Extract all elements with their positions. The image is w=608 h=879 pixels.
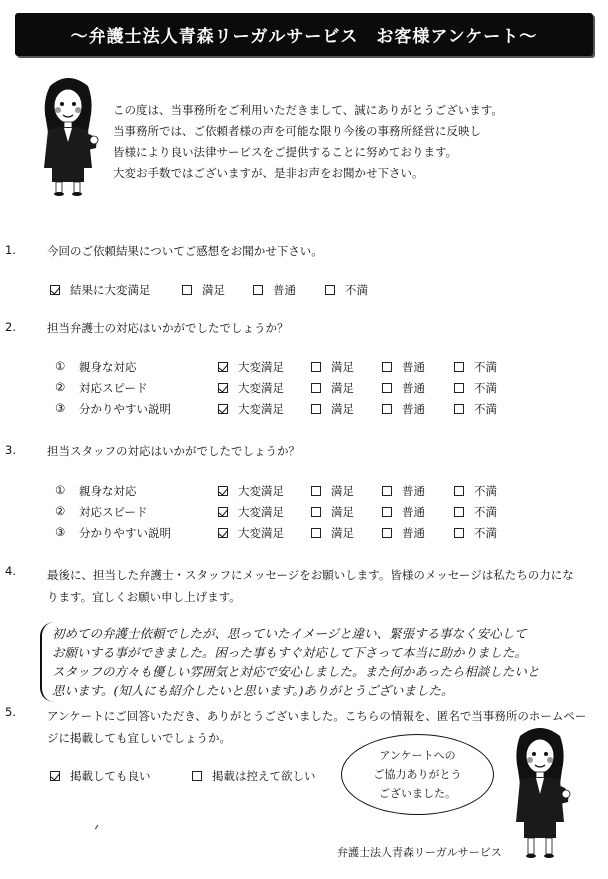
checkbox-checked[interactable] bbox=[50, 285, 60, 295]
checkbox[interactable] bbox=[382, 404, 392, 414]
option-label: 大変満足 bbox=[238, 484, 284, 498]
message-line: 初めての弁護士依頼でしたが、思っていたイメージと違い、緊張する事なく安心して bbox=[52, 626, 527, 641]
footer-firm-name: 弁護士法人青森リーガルサービス bbox=[337, 846, 502, 859]
thanks-speech-bubble bbox=[341, 734, 494, 815]
row-number: ① bbox=[55, 359, 66, 373]
q3-rating-option[interactable] bbox=[311, 483, 354, 499]
checkbox-checked[interactable] bbox=[218, 383, 228, 393]
q2-rating-option[interactable] bbox=[218, 359, 284, 375]
q3-rating-option[interactable] bbox=[382, 483, 425, 499]
question-text bbox=[47, 564, 602, 608]
intro-line: 大変お手数ではございますが、是非お声をお聞かせ下さい。 bbox=[113, 166, 424, 180]
checkbox-checked[interactable] bbox=[218, 528, 228, 538]
message-line: スタッフの方々も優しい雰囲気と対応で安心しました。また何かあったら相談したいと bbox=[52, 664, 540, 679]
checkbox[interactable] bbox=[311, 404, 321, 414]
option-label: 不満 bbox=[474, 402, 497, 416]
intro-line: 皆様により良い法律サービスをご提供することに努めております。 bbox=[113, 145, 458, 159]
checkbox[interactable] bbox=[311, 383, 321, 393]
checkbox[interactable] bbox=[192, 771, 202, 781]
q1-option-average[interactable] bbox=[253, 282, 296, 298]
q3-row bbox=[0, 525, 608, 545]
option-label: 満足 bbox=[331, 381, 354, 395]
q2-rating-option[interactable] bbox=[311, 380, 354, 396]
handwritten-message bbox=[40, 622, 585, 702]
option-label: 満足 bbox=[331, 526, 354, 540]
checkbox[interactable] bbox=[382, 507, 392, 517]
row-number: ③ bbox=[55, 401, 66, 415]
row-number: ② bbox=[55, 504, 66, 518]
option-label: 不満 bbox=[474, 381, 497, 395]
question-text-line: ジに掲載しても宜しいでしょうか。 bbox=[47, 731, 231, 745]
option-label: 不満 bbox=[474, 505, 497, 519]
q2-rating-option[interactable] bbox=[454, 401, 497, 417]
stray-mark bbox=[95, 825, 100, 831]
q2-rating-option[interactable] bbox=[454, 359, 497, 375]
checkbox[interactable] bbox=[253, 285, 263, 295]
question-1 bbox=[0, 243, 608, 263]
q1-option-very-satisfied[interactable] bbox=[50, 282, 151, 298]
option-label: 不満 bbox=[474, 484, 497, 498]
checkbox[interactable] bbox=[311, 486, 321, 496]
checkbox-checked[interactable] bbox=[50, 771, 60, 781]
q2-rating-option[interactable] bbox=[454, 380, 497, 396]
option-label: 掲載しても良い bbox=[70, 769, 151, 783]
q1-option-dissatisfied[interactable] bbox=[325, 282, 368, 298]
question-text-line: ります。宜しくお願い申し上げます。 bbox=[47, 590, 241, 604]
row-label: 対応スピード bbox=[79, 505, 148, 519]
checkbox[interactable] bbox=[454, 362, 464, 372]
q3-row bbox=[0, 504, 608, 524]
q2-row bbox=[0, 401, 608, 421]
question-text-line: 最後に、担当した弁護士・スタッフにメッセージをお願いします。皆様のメッセージは私たちの力にな bbox=[47, 568, 574, 582]
checkbox-checked[interactable] bbox=[218, 362, 228, 372]
q3-rating-option[interactable] bbox=[454, 525, 497, 541]
q3-rating-option[interactable] bbox=[311, 504, 354, 520]
option-label: 大変満足 bbox=[238, 505, 284, 519]
option-label: 大変満足 bbox=[238, 526, 284, 540]
q2-rating-option[interactable] bbox=[218, 380, 284, 396]
intro-line: 当事務所では、ご依頼者様の声を可能な限り今後の事務所経営に反映し bbox=[113, 124, 481, 138]
q2-rating-option[interactable] bbox=[382, 401, 425, 417]
option-label: 大変満足 bbox=[238, 360, 284, 374]
q2-row bbox=[0, 380, 608, 400]
bubble-line: ございました。 bbox=[379, 787, 456, 800]
row-number: ② bbox=[55, 380, 66, 394]
row-label: 親身な対応 bbox=[79, 360, 137, 374]
q3-rating-option[interactable] bbox=[218, 525, 284, 541]
bubble-line: ご協力ありがとう bbox=[373, 768, 462, 781]
checkbox[interactable] bbox=[382, 362, 392, 372]
row-label: 分かりやすい説明 bbox=[79, 402, 171, 416]
option-label: 普通 bbox=[402, 402, 425, 416]
option-label: 結果に大変満足 bbox=[70, 283, 151, 297]
option-label: 普通 bbox=[402, 526, 425, 540]
row-label: 対応スピード bbox=[79, 381, 148, 395]
question-text: 担当弁護士の対応はいかがでしたでしょうか？ bbox=[47, 321, 289, 335]
question-3 bbox=[0, 443, 608, 463]
intro-line: この度は、当事務所をご利用いただきまして、誠にありがとうございます。 bbox=[113, 103, 503, 117]
question-2 bbox=[0, 320, 608, 340]
question-text: 担当スタッフの対応はいかがでしたでしょうか？ bbox=[47, 444, 300, 458]
option-label: 掲載は控えて欲しい bbox=[212, 769, 316, 783]
checkbox-checked[interactable] bbox=[218, 486, 228, 496]
bubble-line: アンケートへの bbox=[379, 749, 456, 762]
checkbox[interactable] bbox=[382, 383, 392, 393]
checkbox[interactable] bbox=[311, 362, 321, 372]
q2-rating-option[interactable] bbox=[218, 401, 284, 417]
q3-rating-option[interactable] bbox=[218, 483, 284, 499]
option-label: 満足 bbox=[331, 360, 354, 374]
option-label: 満足 bbox=[331, 505, 354, 519]
checkbox[interactable] bbox=[454, 404, 464, 414]
checkbox[interactable] bbox=[454, 507, 464, 517]
question-text-line: アンケートにご回答いただき、ありがとうございました。こちらの情報を、匿名で当事務所のホームペー bbox=[47, 709, 587, 723]
q2-row bbox=[0, 359, 608, 379]
question-text: 今回のご依頼結果についてご感想をお聞かせ下さい。 bbox=[47, 244, 323, 258]
option-label: 大変満足 bbox=[238, 381, 284, 395]
q2-rating-option[interactable] bbox=[382, 380, 425, 396]
checkbox[interactable] bbox=[454, 383, 464, 393]
page-title: 〜弁護士法人青森リーガルサービス お客様アンケート〜 bbox=[70, 27, 538, 47]
checkbox[interactable] bbox=[182, 285, 192, 295]
checkbox[interactable] bbox=[454, 486, 464, 496]
option-label: 満足 bbox=[202, 283, 225, 297]
staff-illustration-top bbox=[28, 72, 108, 197]
row-number: ① bbox=[55, 483, 66, 497]
checkbox[interactable] bbox=[454, 528, 464, 538]
option-label: 普通 bbox=[402, 505, 425, 519]
q5-option-allow[interactable] bbox=[50, 768, 151, 784]
staff-illustration-bottom bbox=[502, 722, 578, 862]
q5-option-decline[interactable] bbox=[192, 768, 316, 784]
intro-text bbox=[113, 100, 503, 184]
question-number: 4. bbox=[5, 564, 16, 578]
option-label: 不満 bbox=[345, 283, 368, 297]
q3-rating-option[interactable] bbox=[311, 525, 354, 541]
checkbox[interactable] bbox=[382, 486, 392, 496]
option-label: 不満 bbox=[474, 526, 497, 540]
q3-rating-option[interactable] bbox=[454, 483, 497, 499]
q3-rating-option[interactable] bbox=[454, 504, 497, 520]
q3-rating-option[interactable] bbox=[218, 504, 284, 520]
question-number: 1. bbox=[5, 243, 16, 257]
checkbox[interactable] bbox=[311, 528, 321, 538]
option-label: 大変満足 bbox=[238, 402, 284, 416]
row-label: 分かりやすい説明 bbox=[79, 526, 171, 540]
option-label: 満足 bbox=[331, 484, 354, 498]
title-banner bbox=[15, 13, 593, 56]
checkbox-checked[interactable] bbox=[218, 507, 228, 517]
question-number: 3. bbox=[5, 443, 16, 457]
q3-rating-option[interactable] bbox=[382, 525, 425, 541]
option-label: 普通 bbox=[402, 381, 425, 395]
option-label: 不満 bbox=[474, 360, 497, 374]
question-number: 2. bbox=[5, 320, 16, 334]
question-4 bbox=[0, 564, 608, 610]
checkbox[interactable] bbox=[311, 507, 321, 517]
checkbox-checked[interactable] bbox=[218, 404, 228, 414]
row-number: ③ bbox=[55, 525, 66, 539]
row-label: 親身な対応 bbox=[79, 484, 137, 498]
checkbox[interactable] bbox=[325, 285, 335, 295]
message-line: 思います。(知人にも紹介したいと思います。)ありがとうございました。 bbox=[52, 683, 454, 698]
q2-rating-option[interactable] bbox=[311, 359, 354, 375]
q3-row bbox=[0, 483, 608, 503]
option-label: 普通 bbox=[402, 484, 425, 498]
option-label: 普通 bbox=[273, 283, 296, 297]
q3-rating-option[interactable] bbox=[382, 504, 425, 520]
message-line: お願いする事ができました。困った事もすぐ対応して下さって本当に助かりました。 bbox=[52, 645, 528, 660]
q2-rating-option[interactable] bbox=[311, 401, 354, 417]
q1-option-satisfied[interactable] bbox=[182, 282, 225, 298]
q2-rating-option[interactable] bbox=[382, 359, 425, 375]
checkbox[interactable] bbox=[382, 528, 392, 538]
option-label: 普通 bbox=[402, 360, 425, 374]
question-number: 5. bbox=[5, 705, 16, 719]
option-label: 満足 bbox=[331, 402, 354, 416]
